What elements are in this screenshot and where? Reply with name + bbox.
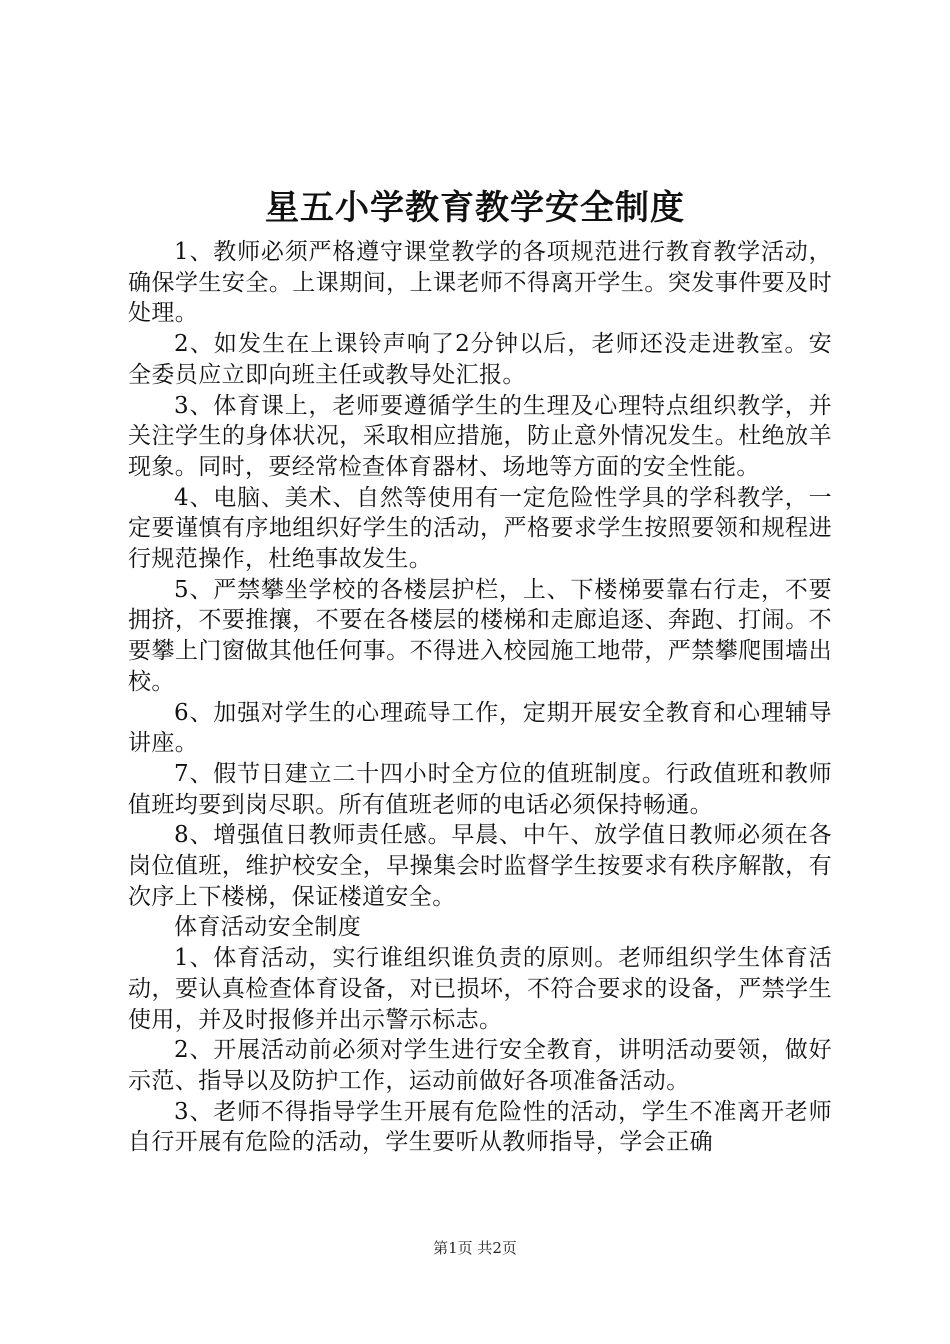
paragraph: 4、电脑、美术、自然等使用有一定危险性学具的学科教学，一定要谨慎有序地组织好学生的活动，严格要求学生按照要领和规程进行规范操作，杜绝事故发生。 — [128, 484, 832, 573]
paragraph: 2、开展活动前必须对学生进行安全教育，讲明活动要领，做好示范、指导以及防护工作，运动前做好各项准备活动。 — [128, 1037, 832, 1094]
page-footer: 第1页 共2页 — [433, 1239, 517, 1257]
paragraph: 5、严禁攀坐学校的各楼层护栏，上、下楼梯要靠右行走，不要拥挤，不要推攘，不要在各楼层的楼梯和走廊追逐、奔跑、打闹。不要攀上门窗做其他任何事。不得进入校园施工地带，严禁攀爬围墙出校。 — [128, 576, 832, 695]
paragraph: 3、老师不得指导学生开展有危险性的活动，学生不准离开老师自行开展有危险的活动，学生要听从教师指导，学会正确 — [128, 1098, 832, 1156]
paragraph: 7、假节日建立二十四小时全方位的值班制度。行政值班和教师值班均要到岗尽职。所有值班老师的电话必须保持畅通。 — [128, 760, 832, 818]
document-title: 星五小学教育教学安全制度 — [265, 188, 685, 228]
document-body — [128, 237, 832, 1158]
section-heading: 体育活动安全制度 — [174, 914, 362, 941]
paragraph: 2、如发生在上课铃声响了2分钟以后，老师还没走进教室。安全委员应立即向班主任或教导处汇报。 — [128, 331, 832, 388]
paragraph: 8、增强值日教师责任感。早晨、中午、放学值日教师必须在各岗位值班，维护校安全，早操集会时监督学生按要求有秩序解散，有次序上下楼梯，保证楼道安全。 — [128, 822, 832, 910]
paragraph: 1、体育活动，实行谁组织谁负责的原则。老师组织学生体育活动，要认真检查体育设备，对已损坏，不符合要求的设备，严禁学生使用，并及时报修并出示警示标志。 — [128, 945, 832, 1033]
paragraph: 1、教师必须严格遵守课堂教学的各项规范进行教育教学活动，确保学生安全。上课期间，上课老师不得离开学生。突发事件要及时处理。 — [128, 239, 832, 327]
paragraph: 6、加强对学生的心理疏导工作，定期开展安全教育和心理辅导讲座。 — [128, 699, 832, 757]
paragraph: 3、体育课上，老师要遵循学生的生理及心理特点组织教学，并关注学生的身体状况，采取相应措施，防止意外情况发生。杜绝放羊现象。同时，要经常检查体育器材、场地等方面的安全性能。 — [128, 392, 832, 480]
